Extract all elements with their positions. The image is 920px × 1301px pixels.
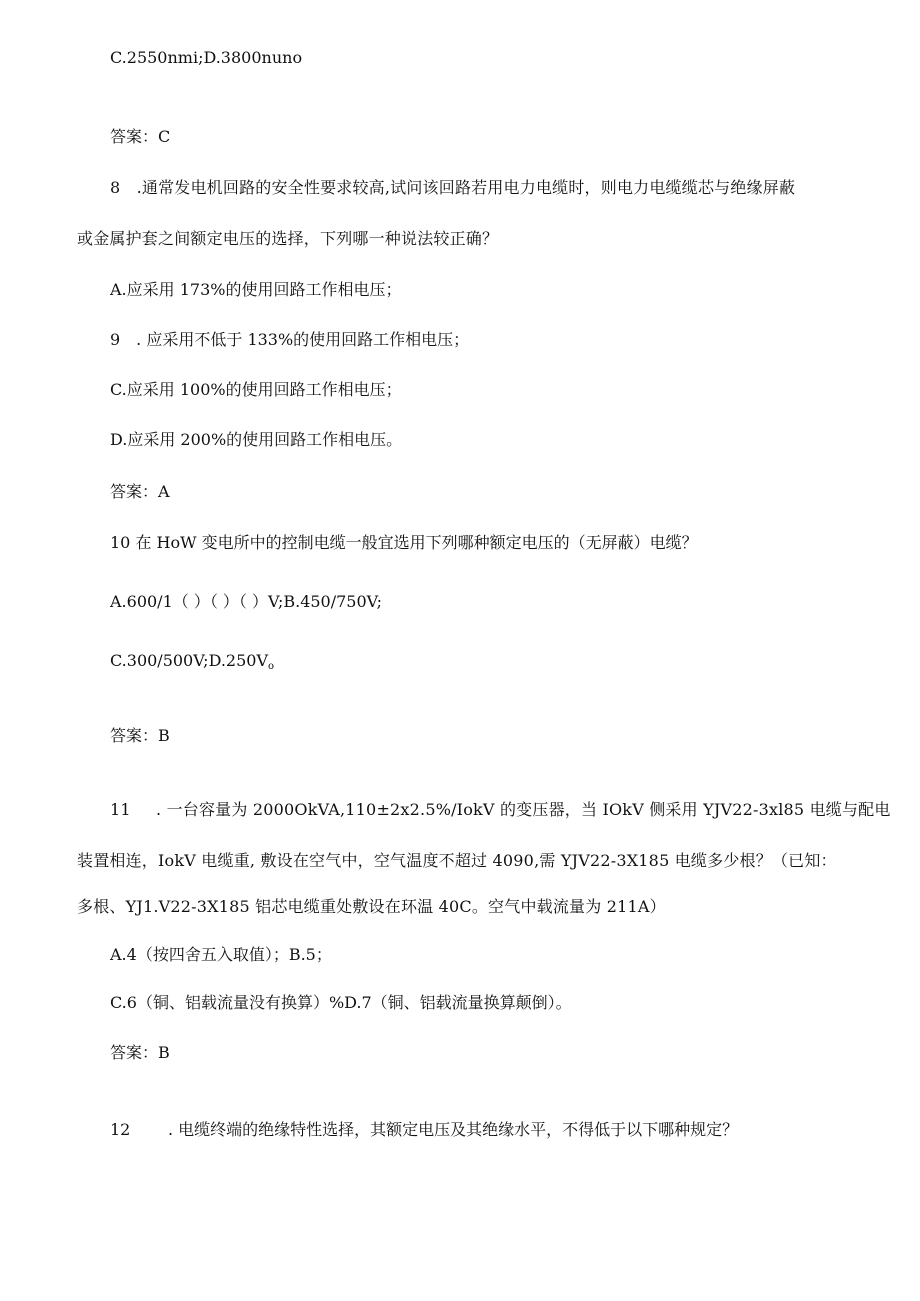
q12-question-line	[110, 1120, 738, 1140]
q7-options-cd: C.2550nmi;D.3800nuno	[110, 48, 303, 67]
q8-answer: 答案：A	[110, 482, 170, 501]
q11-question-line-3: 多根、YJ1.V22-3X185 铝芯电缆重处敷设在环温 40C。空气中载流量为 211A）	[77, 897, 666, 916]
q7-answer: 答案：C	[110, 127, 171, 146]
q10-options-cd-main: C.300/500V;D.250V	[110, 651, 268, 670]
q8-question-line-2: 或金属护套之间额定电压的选择，下列哪一种说法较正确？	[77, 229, 499, 248]
q11-question-line-1	[110, 800, 891, 820]
q12-question-text: . 电缆终端的绝缘特性选择，其额定电压及其绝缘水平，不得低于以下哪种规定？	[168, 1120, 739, 1139]
q8-option-b: 9 . 应采用不低于 133%的使用回路工作相电压；	[110, 330, 470, 349]
q10-question: 10 在 HoW 变电所中的控制电缆一般宜选用下列哪种额定电压的（无屏蔽）电缆？	[110, 533, 698, 552]
q10-options-ab: A.600/1（ ）（ ）（ ）V;B.450/750V;	[110, 592, 382, 611]
q8-question-line-1: 8 .通常发电机回路的安全性要求较高,试问该回路若用电力电缆时，则电力电缆缆芯与绝缘屏蔽	[110, 178, 796, 197]
q11-answer: 答案：B	[110, 1043, 170, 1062]
q11-options-ab: A.4（按四舍五入取值）；B.5；	[110, 945, 332, 964]
q11-text-line-1: . 一台容量为 2000OkVA,110±2x2.5%/IokV 的变压器，当 IOkV 侧采用 YJV22-3xl85 电缆与配电	[156, 800, 891, 819]
q11-question-line-2: 装置相连，IokV 电缆重, 敷设在空气中，空气温度不超过 4090,需 YJV22-3X185 电缆多少根？（已知：	[77, 851, 837, 870]
q11-options-cd: C.6（铜、铝载流量没有换算）%D.7（铜、铝载流量换算颠倒）。	[110, 993, 572, 1012]
q11-number: 11	[110, 800, 131, 819]
q8-option-c: C.应采用 100%的使用回路工作相电压；	[110, 380, 402, 399]
q8-option-a: A.应采用 173%的使用回路工作相电压；	[110, 280, 402, 299]
q10-options-cd-sub: o	[268, 661, 275, 672]
q10-options-cd	[110, 651, 274, 677]
q10-answer: 答案：B	[110, 726, 170, 745]
q12-number: 12	[110, 1120, 131, 1139]
q8-option-d: D.应采用 200%的使用回路工作相电压。	[110, 430, 403, 449]
